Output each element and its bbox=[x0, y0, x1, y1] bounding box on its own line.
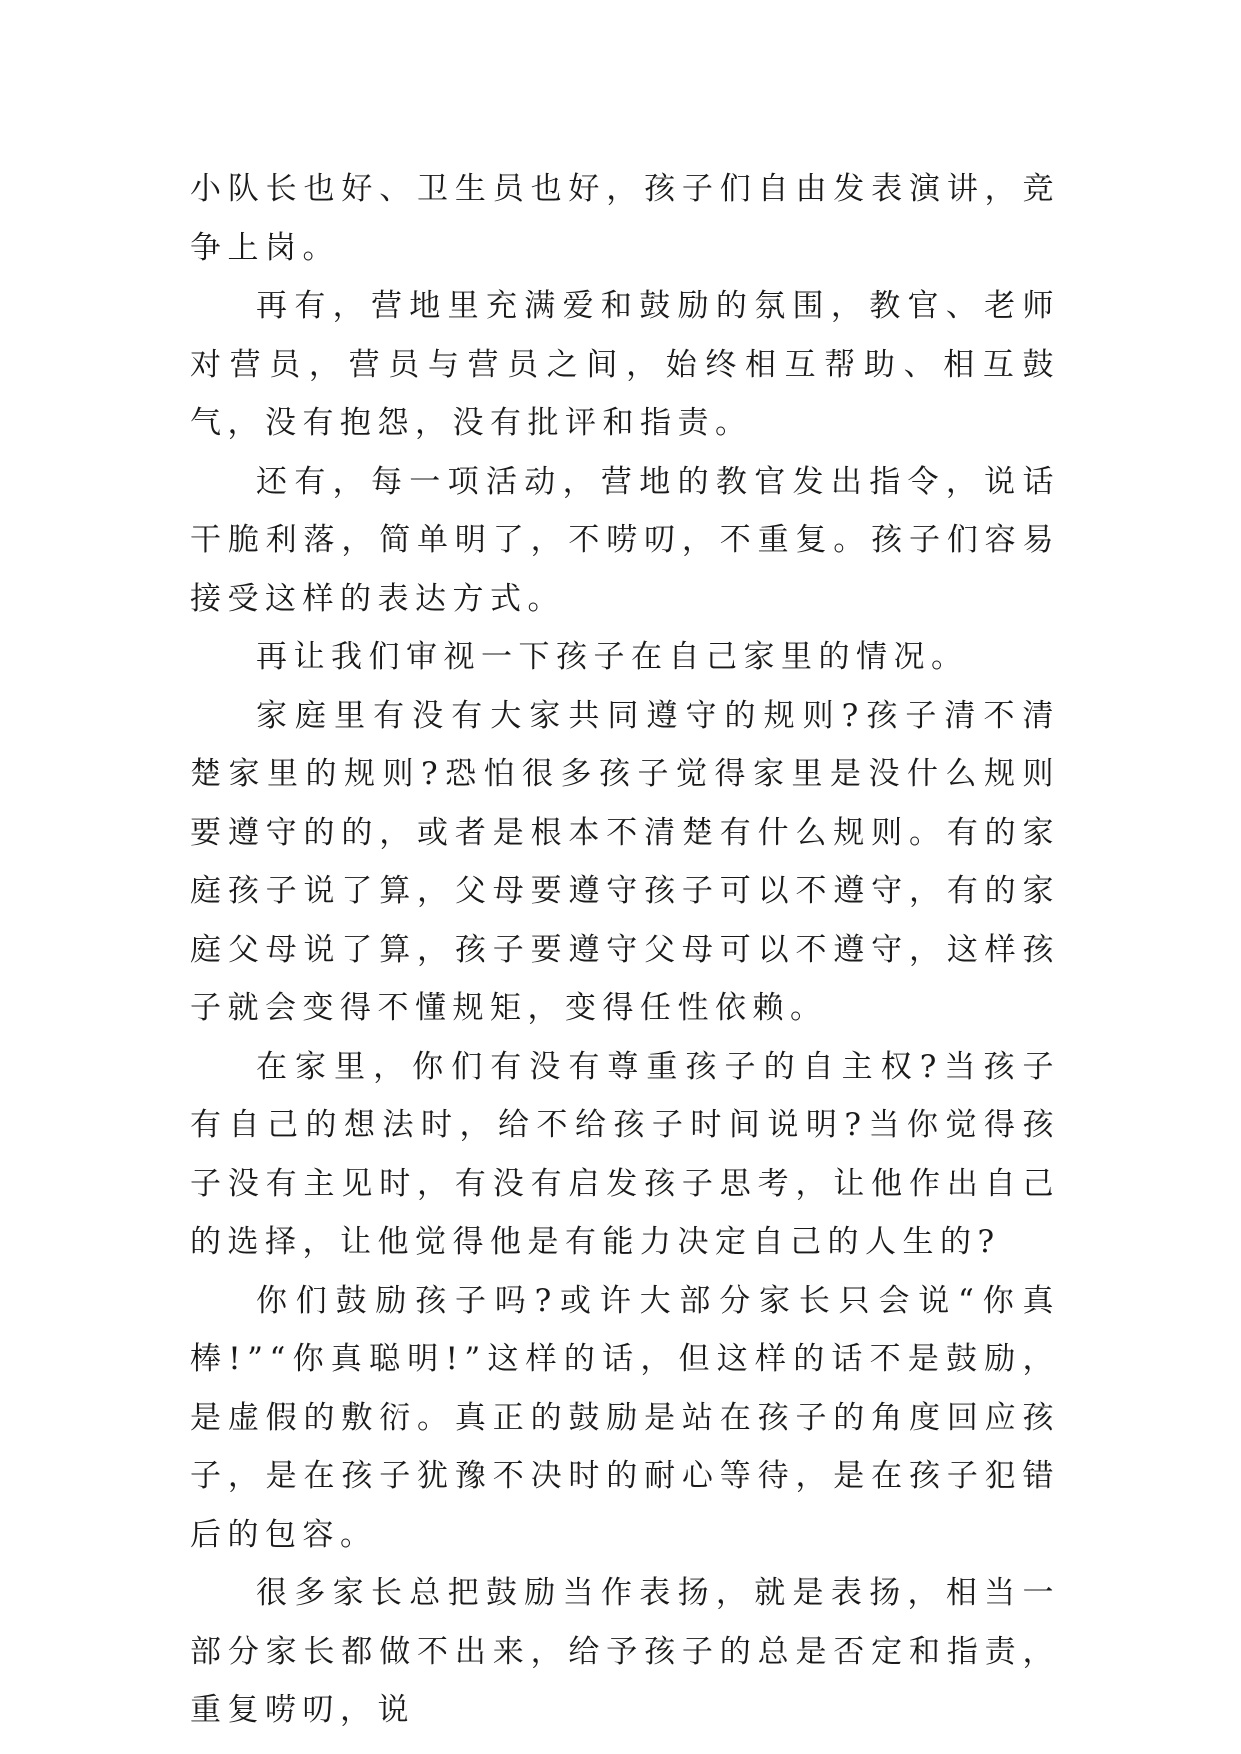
paragraph-praise: 很多家长总把鼓励当作表扬，就是表扬，相当一部分家长都做不出来，给予孩子的总是否定和指责，重复唠叨，说 bbox=[190, 1575, 1060, 1728]
paragraph-home-review: 再让我们审视一下孩子在自己家里的情况。 bbox=[256, 639, 969, 675]
paragraph-camp-atmosphere: 再有，营地里充满爱和鼓励的氛围，教官、老师对营员，营员与营员之间，始终相互帮助、相互鼓气，没有抱怨，没有批评和指责。 bbox=[190, 288, 1060, 441]
paragraph-autonomy: 在家里，你们有没有尊重孩子的自主权?当孩子有自己的想法时，给不给孩子时间说明?当你觉得孩子没有主见时，有没有启发孩子思考，让他作出自己的选择，让他觉得他是有能力决定自己的人生的? bbox=[190, 1048, 1060, 1260]
document-body bbox=[190, 160, 1060, 1740]
paragraph-encouragement: 你们鼓励孩子吗?或许大部分家长只会说“你真棒!”“你真聪明!”这样的话，但这样的话不是鼓励，是虚假的敷衍。真正的鼓励是站在孩子的角度回应孩子，是在孩子犹豫不决时的耐心等待，是在孩子犯错后的包容。 bbox=[190, 1282, 1060, 1553]
paragraph-continuation: 小队长也好、卫生员也好，孩子们自由发表演讲，竞争上岗。 bbox=[190, 171, 1060, 266]
paragraph-camp-instructions: 还有，每一项活动，营地的教官发出指令，说话干脆利落，简单明了，不唠叨，不重复。孩子们容易接受这样的表达方式。 bbox=[190, 463, 1060, 617]
paragraph-family-rules: 家庭里有没有大家共同遵守的规则?孩子清不清楚家里的规则?恐怕很多孩子觉得家里是没什么规则要遵守的的，或者是根本不清楚有什么规则。有的家庭孩子说了算，父母要遵守孩子可以不遵守，有的家庭父母说了算，孩子要遵守父母可以不遵守，这样孩子就会变得不懂规矩，变得任性依赖。 bbox=[190, 697, 1060, 1026]
